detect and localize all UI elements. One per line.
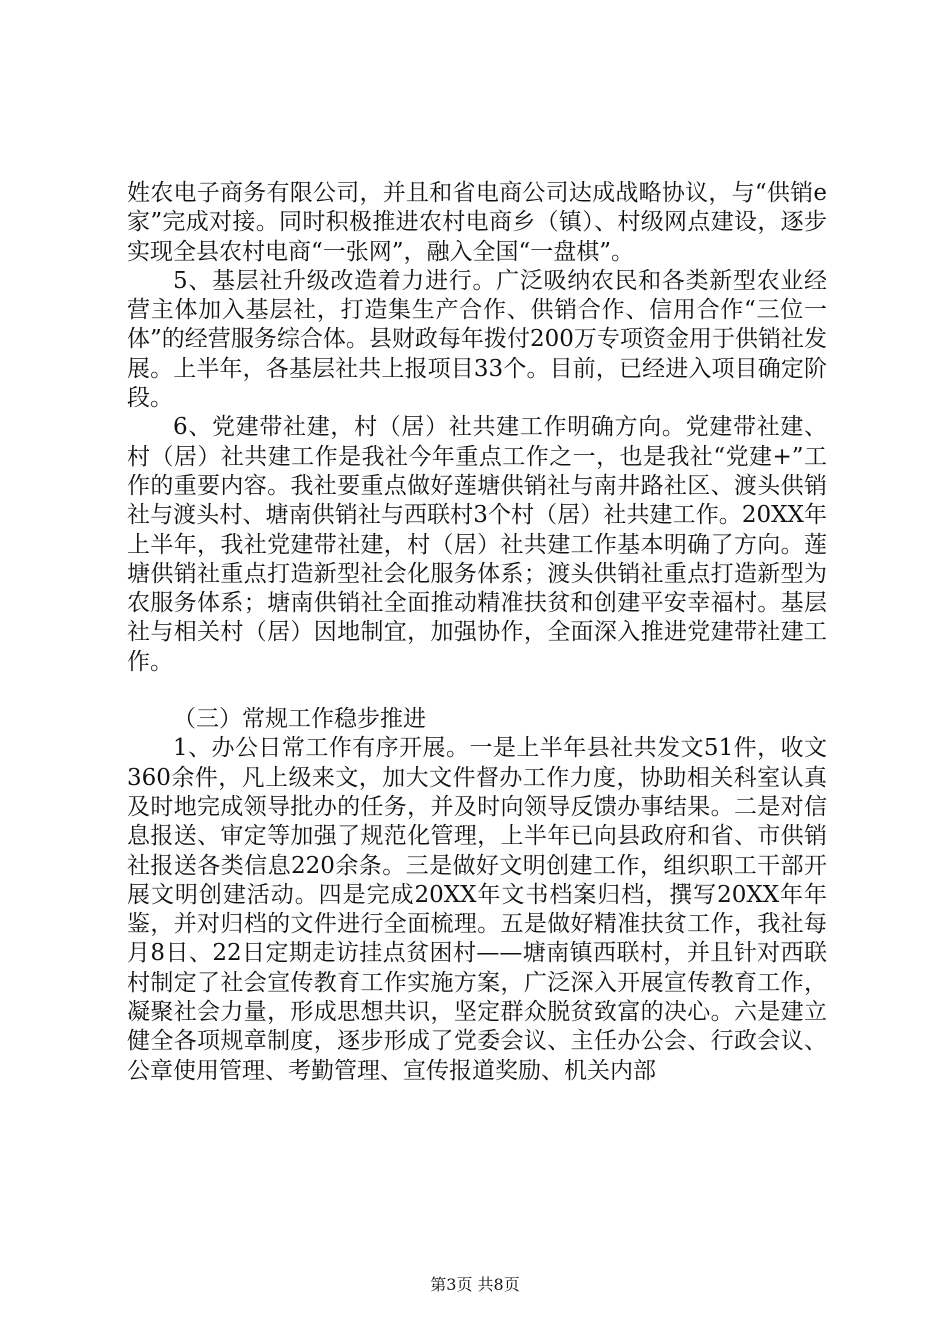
document-body	[127, 179, 827, 1086]
page-footer: 第3页 共8页	[430, 1275, 520, 1294]
paragraph-item-5: 5、基层社升级改造着力进行。广泛吸纳农民和各类新型农业经营主体加入基层社，打造集生产合作、供销合作、信用合作“三位一体”的经营服务综合体。县财政每年拨付200万专项资金用于供销社发展。上半年，各基层社共上报项目33个。目前，已经进入项目确定阶段。	[127, 267, 827, 412]
paragraph-continuation: 姓农电子商务有限公司，并且和省电商公司达成战略协议，与“供销e家”完成对接。同时积极推进农村电商乡（镇）、村级网点建设，逐步实现全县农村电商“一张网”，融入全国“一盘棋”。	[127, 180, 827, 265]
paragraph-item-6: 6、党建带社建，村（居）社共建工作明确方向。党建带社建、村（居）社共建工作是我社今年重点工作之一，也是我社“党建+”工作的重要内容。我社要重点做好莲塘供销社与南井路社区、渡头供销社与渡头村、塘南供销社与西联村3个村（居）社共建工作。20XX年上半年，我社党建带社建，村（居）社共建工作基本明确了方向。莲塘供销社重点打造新型社会化服务体系；渡头供销社重点打造新型为农服务体系；塘南供销社全面推动精准扶贫和创建平安幸福村。基层社与相关村（居）因地制宜，加强协作，全面深入推进党建带社建工作。	[127, 414, 827, 675]
section-heading: （三）常规工作稳步推进	[173, 706, 426, 733]
paragraph-section-item-1: 1、办公日常工作有序开展。一是上半年县社共发文51件，收文360余件，凡上级来文，加大文件督办工作力度，协助相关科室认真及时地完成领导批办的任务，并及时向领导反馈办事结果。二是对信息报送、审定等加强了规范化管理，上半年已向县政府和省、市供销社报送各类信息220余条。三是做好文明创建工作，组织职工干部开展文明创建活动。四是完成20XX年文书档案归档，撰写20XX年年鉴，并对归档的文件进行全面梳理。五是做好精准扶贫工作，我社每月8日、22日定期走访挂点贫困村——塘南镇西联村，并且针对西联村制定了社会宣传教育工作实施方案，广泛深入开展宣传教育工作，凝聚社会力量，形成思想共识，坚定群众脱贫致富的决心。六是建立健全各项规章制度，逐步形成了党委会议、主任办公会、行政会议、公章使用管理、考勤管理、宣传报道奖励、机关内部	[127, 735, 827, 1084]
